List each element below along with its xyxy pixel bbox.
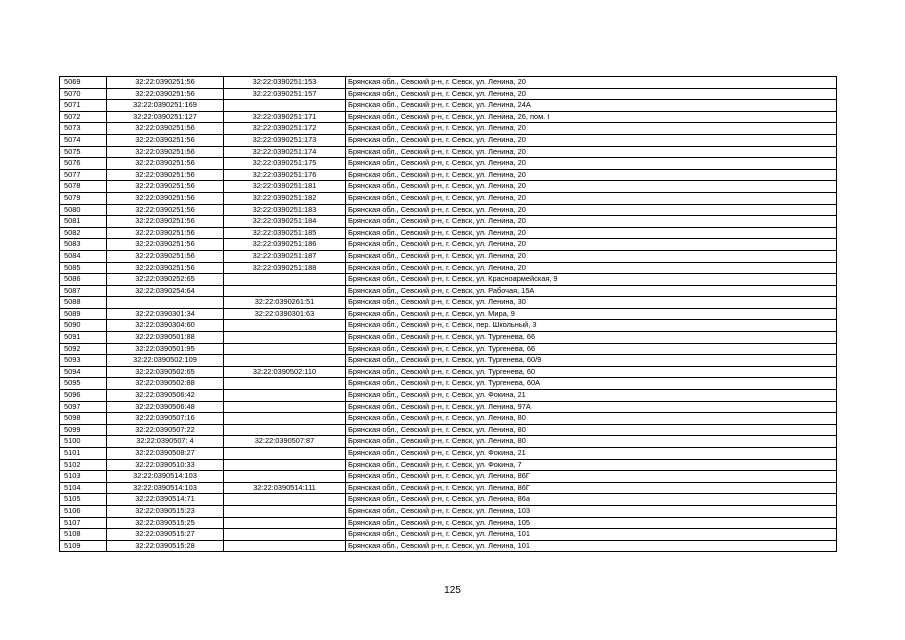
address: Брянская обл., Севский р-н, г. Севск, ул. Ленина, 20 — [346, 216, 837, 228]
cadastral-number-object: 32:22:0390507:87 — [224, 436, 346, 448]
cadastral-number-object — [224, 494, 346, 506]
row-number: 5089 — [60, 308, 107, 320]
cadastral-number-object — [224, 401, 346, 413]
table-row — [60, 366, 837, 378]
row-number: 5084 — [60, 250, 107, 262]
address: Брянская обл., Севский р-н, г. Севск, ул. Тургенева, 60/9 — [346, 355, 837, 367]
row-number: 5081 — [60, 216, 107, 228]
address: Брянская обл., Севский р-н, г. Севск, ул. Ленина, 80 — [346, 424, 837, 436]
row-number: 5093 — [60, 355, 107, 367]
address: Брянская обл., Севский р-н, г. Севск, ул. Ленина, 80 — [346, 413, 837, 425]
cadastral-number-object: 32:22:0390251:174 — [224, 146, 346, 158]
page-number: 125 — [444, 585, 461, 596]
address: Брянская обл., Севский р-н, г. Севск, ул. Ленина, 20 — [346, 77, 837, 89]
row-number: 5106 — [60, 505, 107, 517]
row-number: 5085 — [60, 262, 107, 274]
cadastral-number-parcel: 32:22:0390251:56 — [107, 216, 224, 228]
cadastral-number-parcel: 32:22:0390506:42 — [107, 390, 224, 402]
cadastral-number-parcel: 32:22:0390251:56 — [107, 134, 224, 146]
table-row — [60, 77, 837, 89]
cadastral-number-object: 32:22:0390261:51 — [224, 297, 346, 309]
cadastral-number-parcel: 32:22:0390251:56 — [107, 204, 224, 216]
cadastral-number-object — [224, 529, 346, 541]
address: Брянская обл., Севский р-н, г. Севск, ул. Ленина, 26, пом. I — [346, 111, 837, 123]
address: Брянская обл., Севский р-н, г. Севск, ул. Ленина, 86Г — [346, 482, 837, 494]
cadastral-number-object — [224, 471, 346, 483]
row-number: 5109 — [60, 540, 107, 552]
cadastral-number-parcel: 32:22:0390502:88 — [107, 378, 224, 390]
cadastral-number-parcel: 32:22:0390254:64 — [107, 285, 224, 297]
cadastral-number-object: 32:22:0390251:173 — [224, 134, 346, 146]
row-number: 5078 — [60, 181, 107, 193]
row-number: 5083 — [60, 239, 107, 251]
table-row — [60, 540, 837, 552]
cadastral-number-parcel: 32:22:0390514:103 — [107, 471, 224, 483]
cadastral-number-object: 32:22:0390251:172 — [224, 123, 346, 135]
address: Брянская обл., Севский р-н, г. Севск, ул. Ленина, 20 — [346, 239, 837, 251]
table-row — [60, 390, 837, 402]
table-row — [60, 471, 837, 483]
cadastral-number-object: 32:22:0390251:175 — [224, 158, 346, 170]
address: Брянская обл., Севский р-н, г. Севск, ул. Ленина, 101 — [346, 540, 837, 552]
table-row — [60, 424, 837, 436]
row-number: 5076 — [60, 158, 107, 170]
table-row — [60, 494, 837, 506]
cadastral-number-object — [224, 100, 346, 112]
table-row — [60, 355, 837, 367]
cadastral-number-object — [224, 517, 346, 529]
cadastral-number-object: 32:22:0390251:187 — [224, 250, 346, 262]
table-row — [60, 88, 837, 100]
address: Брянская обл., Севский р-н, г. Севск, ул. Ленина, 20 — [346, 123, 837, 135]
cadastral-number-parcel: 32:22:0390501:88 — [107, 332, 224, 344]
cadastral-number-object — [224, 448, 346, 460]
cadastral-number-object: 32:22:0390514:111 — [224, 482, 346, 494]
cadastral-number-parcel: 32:22:0390251:56 — [107, 77, 224, 89]
row-number: 5070 — [60, 88, 107, 100]
table-row — [60, 436, 837, 448]
table-row — [60, 401, 837, 413]
address: Брянская обл., Севский р-н, г. Севск, ул. Мира, 9 — [346, 308, 837, 320]
table-row — [60, 262, 837, 274]
cadastral-number-object: 32:22:0390251:157 — [224, 88, 346, 100]
row-number: 5108 — [60, 529, 107, 541]
row-number: 5077 — [60, 169, 107, 181]
address: Брянская обл., Севский р-н, г. Севск, ул. Ленина, 105 — [346, 517, 837, 529]
cadastral-number-parcel: 32:22:0390507:22 — [107, 424, 224, 436]
address: Брянская обл., Севский р-н, г. Севск, ул. Ленина, 20 — [346, 134, 837, 146]
cadastral-number-object: 32:22:0390301:63 — [224, 308, 346, 320]
row-number: 5080 — [60, 204, 107, 216]
row-number: 5073 — [60, 123, 107, 135]
cadastral-number-parcel: 32:22:0390502:109 — [107, 355, 224, 367]
table-row — [60, 343, 837, 355]
table-row — [60, 239, 837, 251]
cadastral-number-parcel: 32:22:0390251:56 — [107, 250, 224, 262]
cadastral-number-parcel: 32:22:0390508:27 — [107, 448, 224, 460]
cadastral-number-parcel: 32:22:0390251:56 — [107, 146, 224, 158]
cadastral-number-object — [224, 459, 346, 471]
cadastral-number-object — [224, 274, 346, 286]
cadastral-number-object — [224, 343, 346, 355]
address: Брянская обл., Севский р-н, г. Севск, ул. Ленина, 97А — [346, 401, 837, 413]
table-row — [60, 111, 837, 123]
cadastral-number-parcel: 32:22:0390251:56 — [107, 262, 224, 274]
cadastral-number-parcel: 32:22:0390515:23 — [107, 505, 224, 517]
cadastral-number-parcel: 32:22:0390251:56 — [107, 158, 224, 170]
cadastral-number-object: 32:22:0390251:186 — [224, 239, 346, 251]
address: Брянская обл., Севский р-н, г. Севск, ул. Ленина, 24А — [346, 100, 837, 112]
address: Брянская обл., Севский р-н, г. Севск, ул. Ленина, 30 — [346, 297, 837, 309]
cadastral-number-object — [224, 378, 346, 390]
row-number: 5082 — [60, 227, 107, 239]
row-number: 5098 — [60, 413, 107, 425]
cadastral-number-object — [224, 355, 346, 367]
address: Брянская обл., Севский р-н, г. Севск, пер. Школьный, 3 — [346, 320, 837, 332]
row-number: 5074 — [60, 134, 107, 146]
row-number: 5092 — [60, 343, 107, 355]
table-row — [60, 285, 837, 297]
cadastral-number-parcel: 32:22:0390251:56 — [107, 169, 224, 181]
cadastral-number-object: 32:22:0390251:183 — [224, 204, 346, 216]
row-number: 5069 — [60, 77, 107, 89]
row-number: 5079 — [60, 192, 107, 204]
row-number: 5094 — [60, 366, 107, 378]
address: Брянская обл., Севский р-н, г. Севск, ул. Красноармейская, 9 — [346, 274, 837, 286]
cadastral-number-parcel: 32:22:0390515:27 — [107, 529, 224, 541]
row-number: 5100 — [60, 436, 107, 448]
cadastral-number-parcel: 32:22:0390507:16 — [107, 413, 224, 425]
address: Брянская обл., Севский р-н, г. Севск, ул. Ленина, 20 — [346, 250, 837, 262]
cadastral-number-parcel: 32:22:0390515:28 — [107, 540, 224, 552]
cadastral-number-object — [224, 285, 346, 297]
table-row — [60, 123, 837, 135]
table-row — [60, 169, 837, 181]
row-number: 5087 — [60, 285, 107, 297]
table-row — [60, 250, 837, 262]
cadastral-number-object — [224, 424, 346, 436]
cadastral-number-parcel: 32:22:0390251:56 — [107, 123, 224, 135]
cadastral-number-parcel: 32:22:0390252:65 — [107, 274, 224, 286]
cadastral-number-parcel — [107, 297, 224, 309]
cadastral-number-parcel: 32:22:0390251:127 — [107, 111, 224, 123]
row-number: 5091 — [60, 332, 107, 344]
cadastral-number-object — [224, 540, 346, 552]
row-number: 5097 — [60, 401, 107, 413]
address: Брянская обл., Севский р-н, г. Севск, ул. Тургенева, 60А — [346, 378, 837, 390]
row-number: 5096 — [60, 390, 107, 402]
cadastral-number-parcel: 32:22:0390251:56 — [107, 239, 224, 251]
address: Брянская обл., Севский р-н, г. Севск, ул. Ленина, 20 — [346, 158, 837, 170]
address: Брянская обл., Севский р-н, г. Севск, ул. Тургенева, 66 — [346, 343, 837, 355]
table-row — [60, 320, 837, 332]
table-row — [60, 216, 837, 228]
cadastral-number-object: 32:22:0390502:110 — [224, 366, 346, 378]
table-body — [60, 77, 837, 552]
table-row — [60, 227, 837, 239]
address: Брянская обл., Севский р-н, г. Севск, ул. Фокина, 21 — [346, 448, 837, 460]
cadastral-number-parcel: 32:22:0390502:65 — [107, 366, 224, 378]
table-row — [60, 158, 837, 170]
address: Брянская обл., Севский р-н, г. Севск, ул. Ленина, 20 — [346, 227, 837, 239]
table-row — [60, 146, 837, 158]
cadastral-number-parcel: 32:22:0390251:56 — [107, 181, 224, 193]
cadastral-number-parcel: 32:22:0390501:95 — [107, 343, 224, 355]
cadastral-number-object: 32:22:0390251:184 — [224, 216, 346, 228]
cadastral-number-object: 32:22:0390251:185 — [224, 227, 346, 239]
address: Брянская обл., Севский р-н, г. Севск, ул. Ленина, 20 — [346, 262, 837, 274]
table-row — [60, 192, 837, 204]
cadastral-table — [59, 76, 837, 552]
row-number: 5095 — [60, 378, 107, 390]
table-row — [60, 134, 837, 146]
address: Брянская обл., Севский р-н, г. Севск, ул. Фокина, 7 — [346, 459, 837, 471]
address: Брянская обл., Севский р-н, г. Севск, ул. Ленина, 101 — [346, 529, 837, 541]
table-row — [60, 448, 837, 460]
cadastral-number-object — [224, 390, 346, 402]
table-row — [60, 181, 837, 193]
table-row — [60, 308, 837, 320]
table-row — [60, 413, 837, 425]
address: Брянская обл., Севский р-н, г. Севск, ул. Ленина, 20 — [346, 169, 837, 181]
row-number: 5072 — [60, 111, 107, 123]
cadastral-number-object: 32:22:0390251:181 — [224, 181, 346, 193]
address: Брянская обл., Севский р-н, г. Севск, ул. Тургенева, 60 — [346, 366, 837, 378]
address: Брянская обл., Севский р-н, г. Севск, ул. Ленина, 20 — [346, 181, 837, 193]
address: Брянская обл., Севский р-н, г. Севск, ул. Ленина, 86Г — [346, 471, 837, 483]
row-number: 5071 — [60, 100, 107, 112]
address: Брянская обл., Севский р-н, г. Севск, ул. Рабочая, 15А — [346, 285, 837, 297]
address: Брянская обл., Севский р-н, г. Севск, ул. Тургенева, 66 — [346, 332, 837, 344]
address: Брянская обл., Севский р-н, г. Севск, ул. Ленина, 20 — [346, 146, 837, 158]
table-row — [60, 459, 837, 471]
cadastral-number-parcel: 32:22:0390506:48 — [107, 401, 224, 413]
cadastral-number-parcel: 32:22:0390507: 4 — [107, 436, 224, 448]
cadastral-number-parcel: 32:22:0390251:56 — [107, 192, 224, 204]
cadastral-number-parcel: 32:22:0390510:33 — [107, 459, 224, 471]
cadastral-number-parcel: 32:22:0390515:25 — [107, 517, 224, 529]
row-number: 5103 — [60, 471, 107, 483]
table-row — [60, 297, 837, 309]
table-row — [60, 378, 837, 390]
row-number: 5099 — [60, 424, 107, 436]
cadastral-number-object — [224, 505, 346, 517]
address: Брянская обл., Севский р-н, г. Севск, ул. Ленина, 20 — [346, 192, 837, 204]
table-row — [60, 100, 837, 112]
cadastral-number-parcel: 32:22:0390514:103 — [107, 482, 224, 494]
table-row — [60, 332, 837, 344]
cadastral-number-parcel: 32:22:0390304:60 — [107, 320, 224, 332]
address: Брянская обл., Севский р-н, г. Севск, ул. Ленина, 20 — [346, 204, 837, 216]
row-number: 5102 — [60, 459, 107, 471]
address: Брянская обл., Севский р-н, г. Севск, ул. Ленина, 80 — [346, 436, 837, 448]
table-row — [60, 505, 837, 517]
table-row — [60, 517, 837, 529]
row-number: 5086 — [60, 274, 107, 286]
cadastral-number-object: 32:22:0390251:171 — [224, 111, 346, 123]
row-number: 5088 — [60, 297, 107, 309]
cadastral-number-object: 32:22:0390251:188 — [224, 262, 346, 274]
table-row — [60, 274, 837, 286]
cadastral-number-object: 32:22:0390251:153 — [224, 77, 346, 89]
cadastral-number-object: 32:22:0390251:176 — [224, 169, 346, 181]
table-row — [60, 204, 837, 216]
row-number: 5075 — [60, 146, 107, 158]
address: Брянская обл., Севский р-н, г. Севск, ул. Ленина, 86а — [346, 494, 837, 506]
row-number: 5105 — [60, 494, 107, 506]
cadastral-number-object — [224, 413, 346, 425]
cadastral-number-parcel: 32:22:0390301:34 — [107, 308, 224, 320]
cadastral-number-object — [224, 332, 346, 344]
cadastral-number-parcel: 32:22:0390251:56 — [107, 227, 224, 239]
row-number: 5104 — [60, 482, 107, 494]
cadastral-number-parcel: 32:22:0390514:71 — [107, 494, 224, 506]
cadastral-number-parcel: 32:22:0390251:169 — [107, 100, 224, 112]
table-row — [60, 482, 837, 494]
address: Брянская обл., Севский р-н, г. Севск, ул. Фокина, 21 — [346, 390, 837, 402]
row-number: 5101 — [60, 448, 107, 460]
address: Брянская обл., Севский р-н, г. Севск, ул. Ленина, 103 — [346, 505, 837, 517]
address: Брянская обл., Севский р-н, г. Севск, ул. Ленина, 20 — [346, 88, 837, 100]
row-number: 5090 — [60, 320, 107, 332]
cadastral-number-parcel: 32:22:0390251:56 — [107, 88, 224, 100]
row-number: 5107 — [60, 517, 107, 529]
table-row — [60, 529, 837, 541]
cadastral-number-object: 32:22:0390251:182 — [224, 192, 346, 204]
cadastral-number-object — [224, 320, 346, 332]
